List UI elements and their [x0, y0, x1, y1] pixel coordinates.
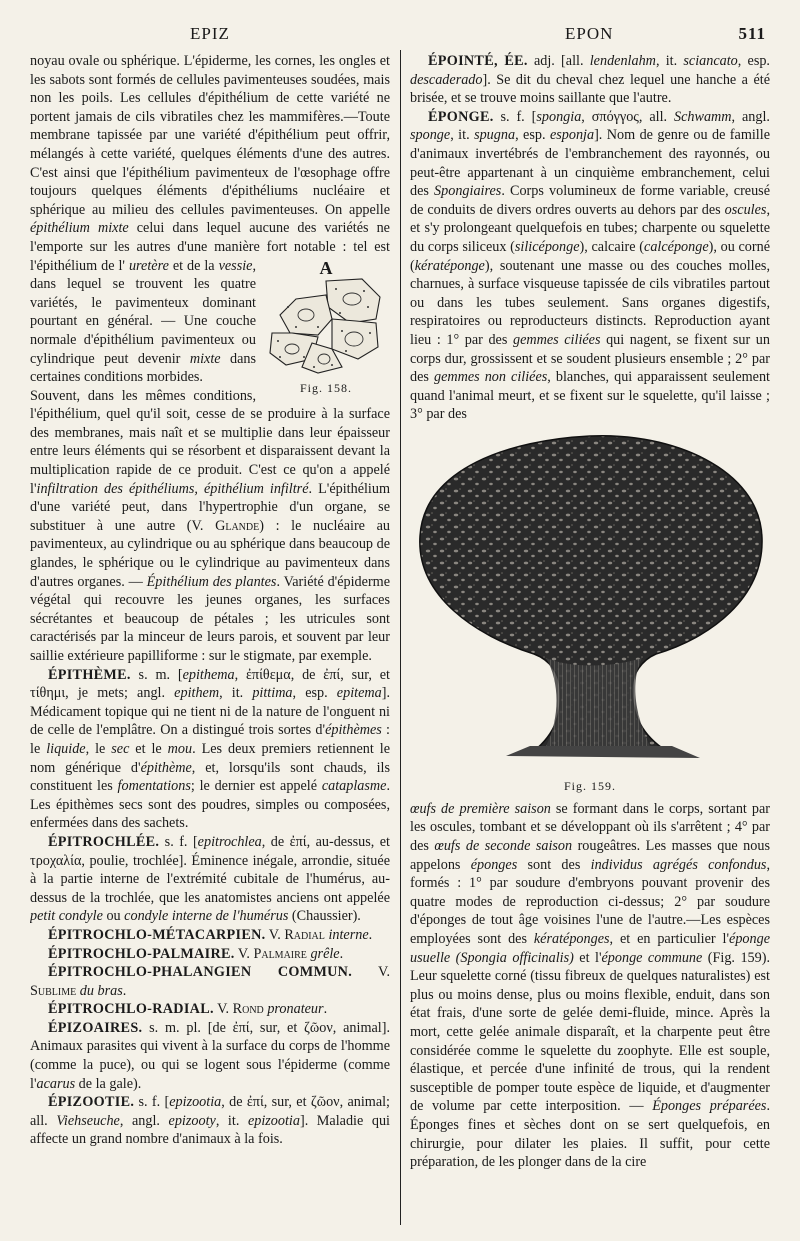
- sponge-base: [506, 746, 700, 758]
- figure-158-letter: A: [319, 257, 333, 278]
- epithelium-cells-illustration: [266, 277, 386, 375]
- entry-epitrochlo-radial: ÉPITROCHLO-RADIAL. V. Rond pronateur.: [48, 1001, 328, 1018]
- sponge-illustration: [410, 428, 770, 778]
- running-head: [0, 24, 800, 48]
- sponge-stem: [546, 658, 650, 746]
- headword-epizoaires: ÉPIZOAIRES.: [48, 1019, 143, 1036]
- headword-epointe: ÉPOINTÉ, ÉE.: [428, 53, 528, 69]
- right-column: [410, 52, 770, 1232]
- figure-159: [410, 428, 770, 798]
- entry-epitrochlo-palmaire: ÉPITROCHLO-PALMAIRE. V. Palmaire grêle.: [48, 945, 344, 962]
- entry-epointe: ÉPOINTÉ, ÉE. adj. [all. lendenlahm, it. sciancato, esp. descaderado]. Se dit du cheval chez lequel une hanche a été brisée, et se trouve moins saillante que l'autre.: [410, 53, 770, 107]
- entry-epitrochlee: ÉPITROCHLÉE. s. f. [epitrochlea, de ἐπί, au-dessus, et τροχαλία, poulie, trochlée]. Éminence inégale, arrondie, située à la partie interne de l'extrémité cubitale de l'humérus, au-dessus de la trochlée, que les anatomistes anciens ont appelée petit condyle ou condyle interne de l'humérus (Chaussier).: [30, 833, 390, 925]
- entry-epitrochlo-metacarpien: ÉPITROCHLO-MÉTACARPIEN. V. Radial interne.: [48, 926, 373, 943]
- figure-158-caption: Fig. 158.: [299, 381, 352, 396]
- left-column: [30, 52, 390, 1232]
- entry-epizootie: ÉPIZOOTIE. s. f. [epizootia, de ἐπί, sur, et ζῶον, animal; all. Viehseuche, angl. epizooty, it. epizootia]. Maladie qui affecte un grand nombre d'animaux à la fois.: [30, 1094, 390, 1148]
- paragraph-infiltration: Souvent, dans les mêmes conditions, l'épithélium, quel qu'il soit, cesse de se produire à la surface des membranes, mais naît et se multiplie dans leur épaisseur entre leurs éléments qui se résorbent et disparaissent devant la multiplication rapide de ce produit. C'est ce qu'on a appelé l'infiltration des épithéliums, épithélium infiltré. L'épithélium d'une variété peut, dans l'hypertrophie d'un organe, se substituer à une autre (V. Glande) : le nucléaire au pavimenteux, au cylindrique ou au sphérique dans beaucoup de glandes, le sphérique ou le cylindrique au pavimenteux dans d'autres organes. — Épithélium des plantes. Variété d'épiderme végétal qui recouvre les jeunes organes, les surfaces sécrétantes et beaucoup de pétales ; les utricules sont caractérisés par la minceur de leurs parois, et souvent par leur saillie extérieure papilliforme : sur le stigmate, par exemple.: [30, 387, 390, 664]
- headword-epitrochlee: ÉPITROCHLÉE.: [48, 833, 160, 850]
- headword-epizootie: ÉPIZOOTIE.: [48, 1094, 135, 1111]
- headword-epitrochlo-phalangien: ÉPITROCHLO-PHALANGIEN COMMUN.: [48, 964, 353, 981]
- headword-epitheme: ÉPITHÈME.: [48, 666, 131, 683]
- entry-eponge: ÉPONGE. s. f. [spongia, σπόγγος, all. Schwamm, angl. sponge, it. spugna, esp. esponja]. Nom de genre ou de famille d'animaux invertébrés de l'embranchement des rayonnés, ou peut-être appartenant à un cinquième embranchement, celui des Spongiaires. Corps volumineux de forme variable, creusé de conduits de divers ordres ouverts au dehors par des oscules, et s'y prolongeant quelquefois en tubes; charpente ou squelette du corps siliceux (silicéponge), calcaire (calcéponge), ou corné (kératéponge), soutenant une masse ou des couches molles, charnues, à surface visqueuse tapissée de cils vibratiles partout ou dans les tubes seulement. Sans organes digestifs, respiratoires ou reproducteurs distincts. Reproduction ayant lieu : 1° par des gemmes ciliées qui nagent, se fixent sur un corps dur, grossissent et se soudent plusieurs ensemble ; 2° par des gemmes non ciliées, blanches, qui apparaissent seulement quand l'animal meurt, et se fixent sur le squelette, qu'il laisse ; 3° par des: [410, 108, 770, 423]
- headword-epitrochlo-palmaire: ÉPITROCHLO-PALMAIRE.: [48, 945, 235, 962]
- entry-continuation-epithelium: noyau ovale ou sphérique. L'épiderme, les cornes, les ongles et les sabots sont formés de cellules pavimenteuses soudées, mais non les poils. Les cellules d'épithélium de cette variété ne portent jamais de cils vibratiles chez les mammifères.—Toute membrane tapissée par une variété d'épithélium peut offrir, mélangés à cette variété, quelques éléments d'une des autres. C'est ainsi que l'épithélium pavimenteux de l'œsophage offre toujours quelques éléments d'épithéliums nucléaire et sphérique au milieu des cellules pavimenteuses. On appelle épithélium mixte celui dans lequel aucune des variétés ne l'emporte sur les autres d'une manière fort notable : tel est l'épithélium de l' A Fig. 158. uretère et de la vessie, dans lequel se trouvent les quatre variétés, le pavimenteux dominant pourtant en général. — Une couche normale d'épithélium pavimenteux ou cylindrique peut devenir mixte dans certaines conditions morbides.: [30, 53, 390, 396]
- figure-158: [262, 259, 390, 397]
- entry-epizoaires: ÉPIZOAIRES. s. m. pl. [de ἐπί, sur, et ζῶον, animal]. Animaux parasites qui vivent à la surface du corps de l'homme (comme la puce), ou qui se logent sous l'épiderme (comme l'acarus de la gale).: [30, 1019, 390, 1092]
- entry-epitheme: ÉPITHÈME. s. m. [epithema, ἐπίθεμα, de ἐπί, sur, et τίθημι, je mets; angl. epithem, it. pittima, esp. epitema]. Médicament topique qui ne tient ni de la nature de l'onguent ni de celle de l'emplâtre. On a distingué trois sortes d'épithèmes : le liquide, le sec et le mou. Les deux premiers retiennent le nom générique d'épithème, et, lorsqu'ils sont chauds, ils constituent les fomentations; le dernier est appelé cataplasme. Les épithèmes secs sont des poudres, simples ou composées, enfermées dans des sachets.: [30, 666, 390, 832]
- entry-eponge-continued: œufs de première saison se formant dans le corps, sortant par les oscules, tombant et se développant où ils s'arrêtent ; 4° par des œufs de seconde saison rougeâtres. Les masses que nous appelons éponges sont des individus agrégés confondus, formés : 1° par soudure d'embryons pouvant provenir des quatre modes de reproduction ci-dessus; 2° par soudure d'éponges de tout âge voisines l'une de l'autre.—Les espèces employées sont des kératéponges, et en particulier l'éponge usuelle (Spongia officinalis) et l'éponge commune (Fig. 159). Leur squelette corné (tissu fibreux de quelques naturalistes) est plus ou moins dense, plus ou moins flexible, enduit, dans son état frais, d'une sorte de gelée demi-fluide, mince. Après la mort, cette gelée animale disparaît, et la charpente peut être considérée comme le squelette du zoophyte. Elle est souple, élastique, et percée d'une infinité de trous, qui la rendent susceptible de pomper toute espèce de liquide, et d'augmenter de volume par cette interposition. — Éponges préparées. Éponges fines et sèches dont on se sert quelquefois, en chirurgie, pour dilater les plaies. Il suffit, pour cette préparation, de les plonger dans de la cire: [410, 800, 770, 1171]
- headword-epitrochlo-radial: ÉPITROCHLO-RADIAL.: [48, 1001, 214, 1018]
- page-number: 511: [738, 24, 766, 43]
- header-left-guide-word: EPIZ: [190, 24, 230, 43]
- header-right-guide-word: EPON: [565, 24, 614, 43]
- entry-epitrochlo-phalangien: ÉPITROCHLO-PHALANGIEN COMMUN. V. Sublime du bras.: [30, 964, 390, 999]
- figure-159-caption: Fig. 159.: [563, 778, 616, 793]
- headword-eponge: ÉPONGE.: [428, 108, 494, 125]
- headword-epitrochlo-metacarpien: ÉPITROCHLO-MÉTACARPIEN.: [48, 926, 266, 943]
- column-divider: [400, 50, 401, 1225]
